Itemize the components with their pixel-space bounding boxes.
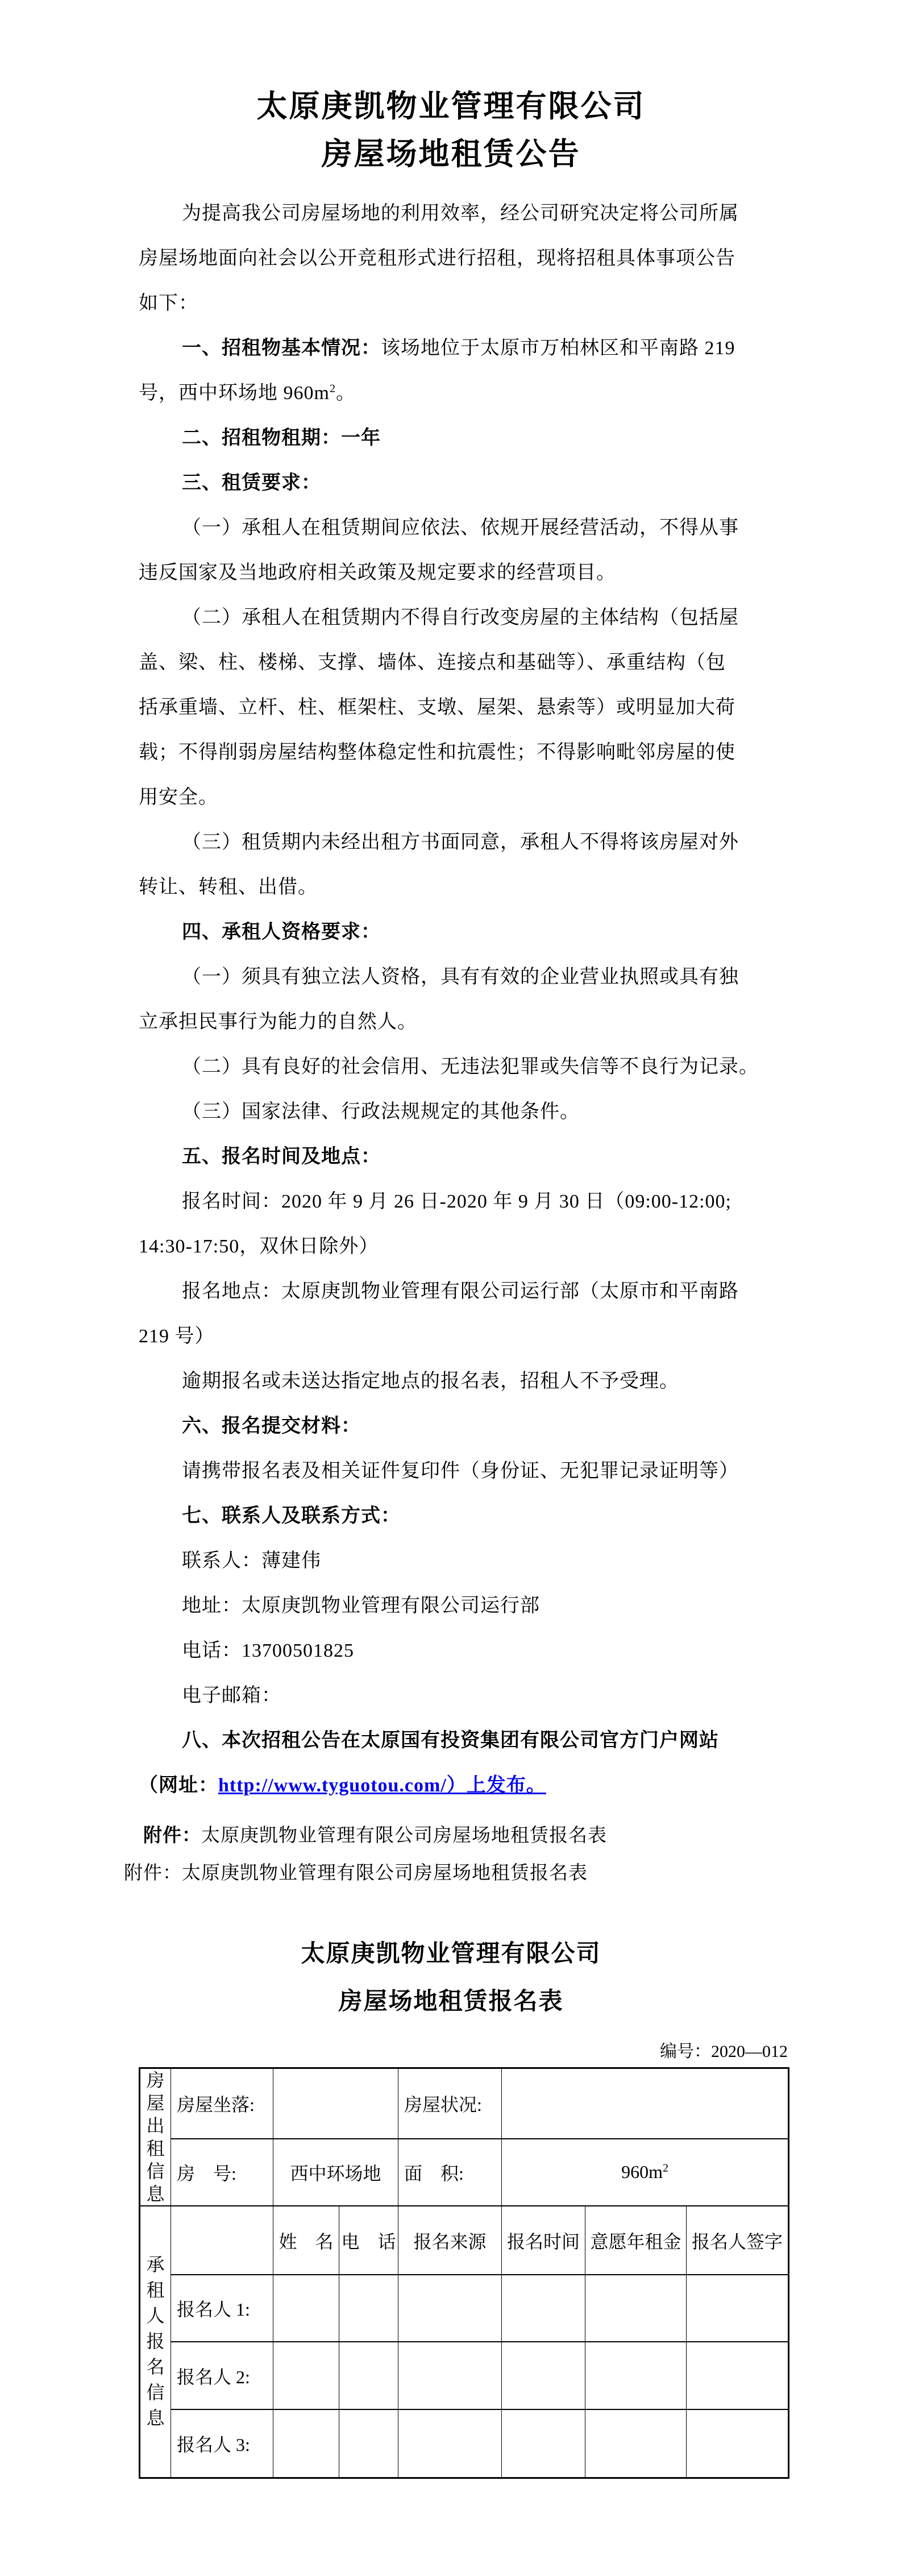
empty-cell: [273, 2409, 339, 2478]
line-text: （网址：: [139, 1775, 218, 1796]
section-heading: 八、本次招租公告在太原国有投资集团有限公司官方门户网站: [182, 1730, 719, 1751]
body-line: 报名地点：太原庚凯物业管理有限公司运行部（太原市和平南路: [182, 1281, 739, 1302]
vertical-label-applicant-info: 承 租 人 报 名 信 息: [146, 2254, 165, 2429]
body-line: 盖、梁、柱、楼梯、支撑、墙体、连接点和基础等）、承重结构（包: [139, 652, 726, 673]
cell-applicant-2-label: 报名人 2:: [171, 2342, 273, 2409]
cell-area-label: 面 积:: [398, 2139, 502, 2206]
form-title: [0, 1930, 902, 2026]
cell-header-blank: [171, 2206, 273, 2275]
vertical-label-house-info: 房 屋 出 租 信 息: [146, 2070, 165, 2204]
empty-cell: [502, 2409, 585, 2478]
section-heading: 六、报名提交材料：: [182, 1416, 361, 1437]
cell-room-number-value: 西中环场地: [273, 2139, 398, 2206]
body-line: 括承重墙、立杆、柱、框架柱、支墩、屋架、悬索等）或明显加大荷: [139, 697, 735, 718]
cell-house-status-label: 房屋状况:: [398, 2068, 502, 2139]
announcement-title: [0, 82, 902, 178]
website-link[interactable]: http://www.tyguotou.com/）上发布。: [218, 1775, 546, 1796]
section-heading: 七、联系人及联系方式：: [182, 1505, 401, 1526]
section-heading: 四、承租人资格要求：: [182, 922, 381, 943]
body-line contact-address: 地址：太原庚凯物业管理有限公司运行部: [182, 1595, 540, 1616]
body-line: 房屋场地面向社会以公开竞租形式进行招租，现将招租具体事项公告: [139, 248, 735, 269]
body-line: 为提高我公司房屋场地的利用效率，经公司研究决定将公司所属: [182, 203, 739, 224]
body-line: （一）承租人在租赁期间应依法、依规开展经营活动，不得从事: [182, 517, 739, 538]
body-line: （二）承租人在租赁期内不得自行改变房屋的主体结构（包括屋: [182, 607, 739, 628]
application-form-table: [139, 2067, 789, 2479]
empty-cell: [339, 2275, 398, 2342]
section-heading: 五、报名时间及地点：: [182, 1146, 381, 1167]
cell-room-number-label: 房 号:: [171, 2139, 273, 2206]
body-line: 立承担民事行为能力的自然人。: [139, 1011, 417, 1032]
empty-cell: [398, 2342, 502, 2409]
attachment-line: 附件：太原庚凯物业管理有限公司房屋场地租赁报名表: [124, 1863, 588, 1884]
body-line: 转让、转租、出借。: [139, 877, 318, 898]
col-header-rent: 意愿年租金: [585, 2206, 687, 2275]
form-number: 编号：2020—012: [660, 2042, 788, 2061]
body-line: 219 号）: [139, 1326, 215, 1347]
col-header-source: 报名来源: [398, 2206, 502, 2275]
body-line: 载；不得削弱房屋结构整体稳定性和抗震性；不得影响毗邻房屋的使: [139, 742, 735, 763]
attachment-text: 太原庚凯物业管理有限公司房屋场地租赁报名表: [201, 1826, 607, 1846]
cell-house-location-label: 房屋坐落:: [171, 2068, 273, 2139]
empty-cell: [687, 2409, 789, 2478]
body-line: 违反国家及当地政府相关政策及规定要求的经营项目。: [139, 562, 616, 583]
body-line contact-phone: 电话：13700501825: [182, 1640, 354, 1661]
col-header-name: 姓 名: [273, 2206, 339, 2275]
superscript: 2: [662, 2162, 668, 2175]
empty-cell: [398, 2409, 502, 2478]
body-line: [0, 1763, 902, 1808]
cell-house-status-value: [502, 2068, 789, 2139]
body-line: 逾期报名或未送达指定地点的报名表，招租人不予受理。: [182, 1371, 679, 1392]
line-text: 。: [335, 383, 356, 404]
body-line: [0, 371, 902, 416]
empty-cell: [273, 2342, 339, 2409]
body-line: （三）国家法律、行政法规规定的其他条件。: [182, 1101, 580, 1122]
cell-applicant-1-label: 报名人 1:: [171, 2275, 273, 2342]
attachments: [0, 1817, 902, 1892]
attachment-line: [0, 1817, 902, 1855]
section-heading: 二、招租物租期：一年: [182, 428, 381, 449]
body-line: 用安全。: [139, 787, 218, 808]
line-text: 该场地位于太原市万柏林区和平南路 219: [381, 338, 735, 359]
empty-cell: [585, 2409, 687, 2478]
body-line: 报名时间：2020 年 9 月 26 日-2020 年 9 月 30 日（09:00-12:00;: [182, 1191, 731, 1212]
body-line: 如下：: [139, 293, 198, 314]
empty-cell: [339, 2409, 398, 2478]
announcement-body: [0, 191, 902, 1808]
empty-cell: [273, 2275, 339, 2342]
superscript: 2: [329, 382, 336, 395]
empty-cell: [585, 2275, 687, 2342]
body-line contact-email: 电子邮箱：: [182, 1685, 281, 1706]
cell-applicant-3-label: 报名人 3:: [171, 2409, 273, 2478]
announcement-title-line2: 房屋场地租赁公告: [321, 137, 581, 171]
empty-cell: [687, 2275, 789, 2342]
body-line: 请携带报名表及相关证件复印件（身份证、无犯罪记录证明等）: [182, 1461, 739, 1482]
section-house-info: [140, 2068, 171, 2206]
body-line: [0, 326, 902, 371]
section-heading: 一、招租物基本情况：: [182, 338, 381, 359]
empty-cell: [398, 2275, 502, 2342]
col-header-phone: 电 话: [339, 2206, 398, 2275]
section-heading: 三、租赁要求：: [182, 472, 321, 493]
body-line: （一）须具有独立法人资格，具有有效的企业营业执照或具有独: [182, 966, 739, 988]
cell-area-value: $960m^2$: [502, 2139, 789, 2206]
section-applicant-info: [140, 2206, 171, 2478]
empty-cell: [339, 2342, 398, 2409]
attachment-label: 附件：: [143, 1826, 201, 1846]
empty-cell: [502, 2342, 585, 2409]
col-header-signature: 报名人签字: [687, 2206, 789, 2275]
body-line: （二）具有良好的社会信用、无违法犯罪或失信等不良行为记录。: [182, 1056, 759, 1077]
empty-cell: [502, 2275, 585, 2342]
col-header-time: 报名时间: [502, 2206, 585, 2275]
announcement-title-line1: 太原庚凯物业管理有限公司: [256, 89, 646, 123]
form-title-line2: 房屋场地租赁报名表: [338, 1989, 564, 2015]
body-line: 14:30-17:50，双休日除外）: [139, 1236, 379, 1257]
empty-cell: [585, 2342, 687, 2409]
body-line: （三）租赁期内未经出租方书面同意，承租人不得将该房屋对外: [182, 832, 739, 853]
line-text: 号，西中环场地 960m: [139, 383, 330, 404]
body-line contact-name: 联系人：薄建伟: [182, 1550, 321, 1571]
form-title-line1: 太原庚凯物业管理有限公司: [301, 1941, 601, 1967]
empty-cell: [687, 2342, 789, 2409]
cell-house-location-value: [273, 2068, 398, 2139]
